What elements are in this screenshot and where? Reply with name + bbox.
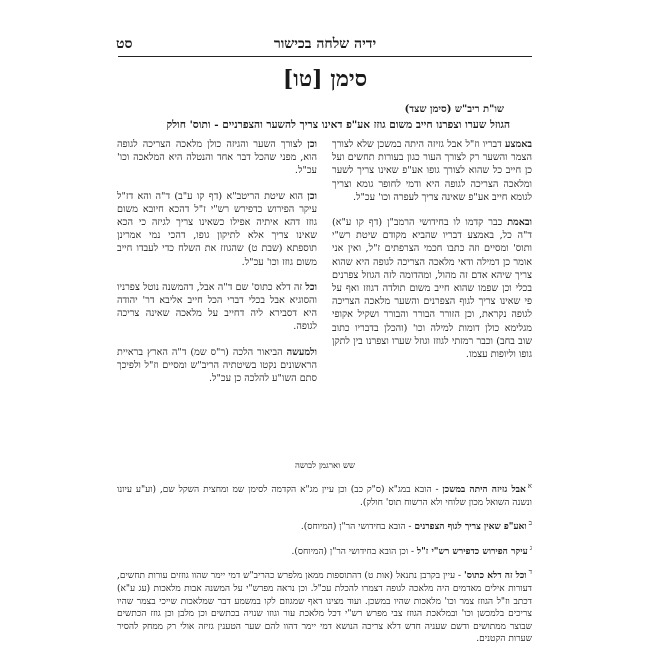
- paragraph-text: הביאור הלכה (ר"ס שמ) ד"ה הארץ בראיית הראשונים נקטו בשיטתיה הריב"ש ומסיים וז"ל ולפיכך סתם השו"ע להלכה כן עכ"ל.: [117, 346, 317, 385]
- right-column: [332, 138, 532, 373]
- paragraph-text: לצורך השער והגיזה כולן מלאכה הצריכה לגופה הוא, מפני שהכל דבר אחד והנטלה היא המלאכה וכו' עכ"ל.: [117, 139, 317, 177]
- paragraph-text: זה דלא כתוס' שם ד"ה אבל, דהמשנה נוטל צפרניו והסוגיא אבל בכלי דברי הכל חייב אליבא דר' יהודה היא דסבירא ליה דחייב על מלאכה שאינה צריכה לגופה.: [117, 281, 317, 333]
- footnote: [117, 566, 532, 646]
- footnote-marker: א: [527, 482, 532, 490]
- source-line: שו"ת ריב"ש (סימן שצד): [404, 104, 504, 115]
- paragraph-lead: וכן: [307, 139, 317, 150]
- left-column: [117, 138, 317, 397]
- footnote: [117, 517, 532, 534]
- paragraph-text: דבריו וז"ל אבל גזיזה היתה במשכן שלא לצורך הצמר והשער רק לצורך העור כגון בעורות תחשים ועל כן חייב כל שהוא לצורך גופו אע"פ שאינו צריך לשער ומלאכה הצריכה לגופה היא ודמי לחופר גומא וצריך לגומא חייב אע"פ שאינה צריך לעפרה וכו' עכ"ל.: [332, 139, 532, 203]
- footnote-lead: וכל זה דלא כתוס': [464, 571, 527, 582]
- paragraph: [117, 138, 317, 178]
- paragraph: [117, 281, 317, 334]
- paragraph-text: כבר קדמו לו בחידושי הרמב"ן (דף קו ע"א) ד"ה כל, באמצע דבריו שהביא מקודם שיטת רש"י ותוס' ומסיים וזה כתבו חכמי הצרפתים ז"ל, ואין אני אומר כן דמילה ודאי מלאכה הצריכה לגופה היא שהוא צריך שיהא אדם זה מהול, ומהדומה לזה הגוזל צפרנים בכלי וכן שפמו שהוא חייב משום תולדה דגוזז ואף על פי שאינו צריך לגוף הצפרנים והשער מלאכה הצריכה לגופה נקראת, וכן הזורר הבורר והבורר ושקיל אקופי מגלימא כולן דומות למילה וכו' (והכלן בדבריו כתוב שוב בחב) וכבר רמזתי לגוזז וגוזל שערו וצפרנו בין לתקן גופו וליופות עצמו.: [332, 217, 532, 361]
- footnote-text: - הובא במג"א (ס"ק כב) וכן עיין מג"א הקדמה לסימן שמ ומחצית השקל שם, (וע"ע עיונו ונשנה השואל מכון שלוחי ולא הרשוח תוס' חולק).: [117, 485, 532, 508]
- footnote: [117, 480, 532, 509]
- subject-line: הגוזל שערו וצפרנו חייב משום גוזז אע"פ דאינו צריך להשער והצפרניים - ותוס' חולק: [166, 119, 510, 131]
- section-divider: שש וארגמן לבושה: [294, 461, 356, 471]
- footnote-text: - עיין בקרבן נתנאל (אות ט) דהתוספות ממאן מלפרש כהריב"ש דמי יימר שהוו גוזזים עורות תחשים, דעורות אילים מאדמים היה מלאכה לגופה דצמרו להכלת עכ"ל. וכן נראה מפרש"י על המשנה אבות מלאכות (עג ע"א) דכתב וז"ל הגוזז צמר וכו' מלאכות שהיו במשכן. ועוד מצינו דאף שמגוזם לקו במשמע דבר שמלאכות שייכי בצמר שהיו צריכים בלמכשן וכו' ובמלאכת הגוזז צבי מפרש רש"י דכל מלאכת עור וגוזו שנויה בכתשים וכן מלבן וכן גוזז הכתשים שבוצר ממתושים ודשם שעניה חדש דלא צריכה הנושא דמי יימר דהוו להם שער הטענין גזיזה אולי רק ממחק להסיר שערות הקטנים.: [117, 571, 532, 645]
- footnote-lead: אבל גזיזה היתה במשכן: [442, 485, 526, 495]
- footnote-marker: ד: [528, 568, 532, 577]
- paragraph: [332, 138, 532, 204]
- paragraph: [332, 216, 532, 361]
- footnote-lead: ואע"פ שאין צריך לגוף הצפרנים: [414, 522, 527, 533]
- footnote-marker: ג: [529, 543, 532, 552]
- footnote-lead: עיקר הפירוש כדפירש רש"י ז"ל: [416, 546, 528, 557]
- paragraph-lead: באמצע: [505, 139, 532, 150]
- footnote-text: - וכן הובא בחידושי הר"ן (המיוחס).: [291, 546, 415, 557]
- footnote: [117, 542, 532, 559]
- page-number: סט: [116, 36, 133, 52]
- footnotes: [117, 480, 532, 654]
- paragraph-lead: וכל: [305, 281, 317, 293]
- siman-title: סימן [טו]: [282, 66, 368, 92]
- paragraph-lead: ובאמת: [507, 217, 532, 229]
- footnote-text: - הובא בחידושי הר"ן (המיוחס).: [300, 522, 412, 533]
- footnote-marker: ב: [528, 519, 532, 528]
- paragraph-lead: ולמעשה: [286, 346, 317, 358]
- paragraph: [117, 346, 317, 386]
- paragraph-text: הוא שיטת הריטב"א (דף קו ע"ב) ד"ה והא דז"ל עיקר הפירוש כדפירש רש"י ז"ל דהכא חיובא משום גוזז דהא איתיה אפילו כשאינו צריך לגיזה כי הכא שאינו צריך אלא לתיקון גופו, דהכי נמי אמרינן תוספתא (שבת ט) שהגוזז את השלח כדי לעבדו חייב משום גוזז וכו' עכ"ל.: [117, 190, 317, 268]
- paragraph: [117, 190, 317, 269]
- running-title: ידיה שלחה בכישור: [273, 36, 377, 52]
- header-rule: [118, 56, 532, 57]
- paragraph-lead: וכן: [307, 190, 317, 202]
